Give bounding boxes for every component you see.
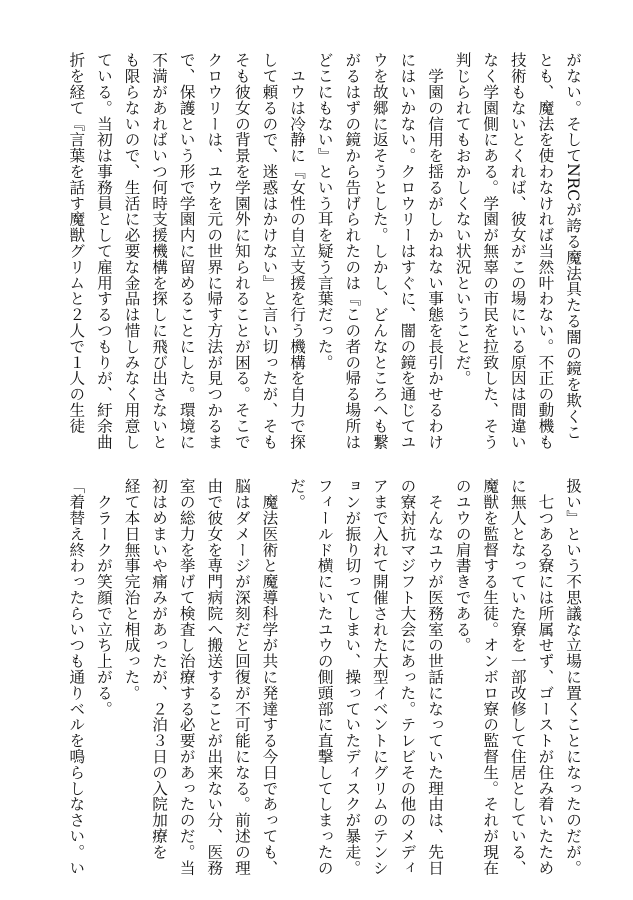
text-line: 折を経て『言葉を話す魔獣グリムと２人で１人の生徒 xyxy=(67,52,86,434)
text-line: 魔法医術と魔導科学が共に発達する今日であっても、 xyxy=(260,478,279,876)
text-line: にはいかない。クロウリーはすぐに、闇の鏡を通じてユ xyxy=(398,52,417,450)
text-line: だ。 xyxy=(288,478,307,510)
text-line: ている。当初は事務員として雇用するつもりが、紆余曲 xyxy=(94,52,113,450)
text-line: 学園の信用を揺るがしかねない事態を長引かせるわけ xyxy=(426,52,445,450)
text-line: なく学園側にある。学園が無辜の市民を拉致した、そう xyxy=(481,52,500,450)
text-line: クロウリーは、ユウを元の世界に帰す方法が見つかるま xyxy=(205,52,224,450)
text-line: とも、魔法を使わなければ当然叶わない。不正の動機も xyxy=(536,52,555,450)
text-line: も限らないので、生活に必要な金品は惜しみなく用意し xyxy=(122,52,141,450)
text-line: がるはずの鏡から告げられたのは『この者の帰る場所は xyxy=(343,52,362,450)
text-line: そも彼女の背景を学園外に知られることが困る。そこで xyxy=(232,52,251,450)
text-line: して頼るので、迷惑はかけない』と言い切ったが、そも xyxy=(260,52,279,450)
text-line: 室の総力を挙げて検査し治療する必要があったのだ。当 xyxy=(177,478,196,876)
text-line: 脳はダメージが深刻だと回復が不可能になる。前述の理 xyxy=(232,478,251,876)
text-line: 魔獣を監督する生徒。オンボロ寮の監督生。それが現在 xyxy=(481,478,500,876)
text-line: 由で彼女を専門病院へ搬送することが出来ない分、医務 xyxy=(205,478,224,876)
text-block-lower xyxy=(62,478,586,876)
text-line: ユウは冷静に『女性の自立支援を行う機構を自力で探 xyxy=(288,52,307,450)
text-line: 経て本日無事完治と相成った。 xyxy=(122,478,141,701)
text-line: 七つある寮には所属せず、ゴーストが住み着いたため xyxy=(536,478,555,876)
text-line: がない。そしてNRCが誇る魔法具たる闇の鏡を欺くこ xyxy=(564,52,582,441)
text-line: ョンが振り切ってしまい、操っていたディスクが暴走。 xyxy=(343,478,362,876)
text-line: そんなユウが医務室の世話になっていた理由は、先日 xyxy=(426,478,445,876)
text-line: 「着替え終わったらいつも通りベルを鳴らしなさい。い xyxy=(67,478,86,876)
text-line: ウを故郷に返そうとした。しかし、どんなところへも繋 xyxy=(370,52,389,450)
text-line: 技術もないとくれば、彼女がこの場にいる原因は間違い xyxy=(508,52,527,450)
text-line: のユウの肩書きである。 xyxy=(453,478,472,653)
text-line: クラークが笑顔で立ち上がる。 xyxy=(94,478,113,717)
text-line: の寮対抗マジフト大会にあった。テレビその他のメディ xyxy=(398,478,417,876)
text-line: 扱い』という不思議な立場に置くことになったのだが。 xyxy=(564,478,582,876)
text-line: で、保護という形で学園内に留めることにした。環境に xyxy=(177,52,196,450)
text-line: 判じられてもおかしくない状況ということだ。 xyxy=(453,52,472,386)
text-line: 初はめまいや痛みがあったが、２泊３日の入院加療を xyxy=(150,478,169,860)
text-line: アまで入れて開催された大型イベントにグリムのテンシ xyxy=(370,478,389,876)
text-line: 不満があればいつ何時支援機構を探しに飛び出さないと xyxy=(150,52,169,450)
text-line: どこにもない』という耳を疑う言葉だった。 xyxy=(315,52,334,370)
text-block-upper xyxy=(62,52,586,450)
text-line: に無人となっていた寮を一部改修して住居としている、 xyxy=(508,478,527,876)
text-line: フィールド横にいたユウの側頭部に直撃してしまったの xyxy=(315,478,334,876)
